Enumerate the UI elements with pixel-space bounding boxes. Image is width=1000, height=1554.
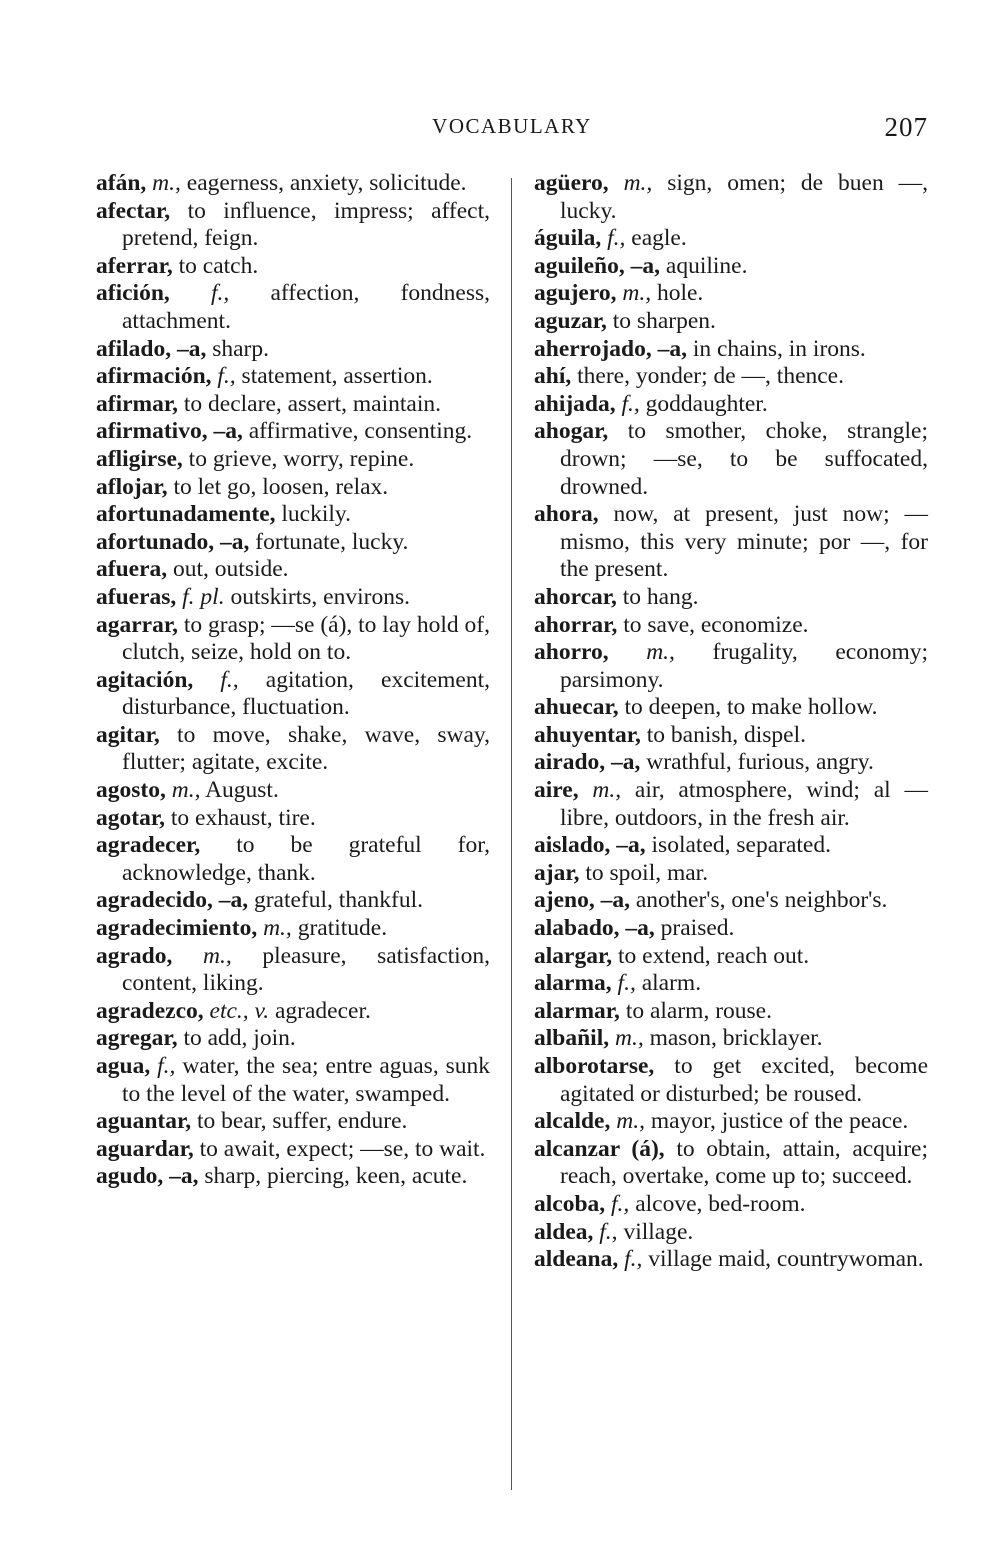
entry-headword: alarma,	[534, 970, 612, 997]
entry-definition: goddaughter.	[645, 390, 768, 417]
dictionary-entry	[534, 970, 928, 998]
entry-definition: praised.	[660, 915, 735, 942]
entry-definition: hole.	[656, 280, 704, 307]
entry-grammar: f.,	[617, 970, 636, 997]
entry-definition: agradecer.	[275, 997, 371, 1024]
dictionary-entry	[534, 915, 928, 943]
entry-headword: alargar,	[534, 942, 613, 969]
entry-definition: to influence, impress; affect, pretend, feign.	[122, 197, 490, 252]
dictionary-entry	[534, 722, 928, 750]
dictionary-entry	[534, 612, 928, 640]
entry-grammar: f.,	[624, 1246, 643, 1273]
entry-definition: in chains, in irons.	[692, 335, 866, 362]
dictionary-entry	[96, 832, 490, 887]
entry-definition: to extend, reach out.	[617, 942, 810, 969]
entry-headword: ahogar,	[534, 418, 609, 445]
dictionary-entry	[534, 1136, 928, 1191]
entry-grammar: m.,	[616, 1108, 645, 1135]
dictionary-entry	[96, 474, 490, 502]
entry-headword: aldeana,	[534, 1246, 619, 1273]
entry-grammar: m.,	[592, 777, 622, 804]
entry-headword: agudo, –a,	[96, 1163, 199, 1190]
entry-grammar: m.,	[623, 170, 653, 196]
entry-grammar: f. pl.	[182, 583, 225, 610]
dictionary-entry	[96, 198, 490, 253]
entry-definition: village.	[623, 1218, 694, 1245]
entry-definition: to await, expect; —se, to wait.	[199, 1135, 486, 1162]
dictionary-entry	[96, 418, 490, 446]
entry-headword: afirmativo, –a,	[96, 418, 243, 445]
dictionary-entry	[534, 391, 928, 419]
dictionary-entry	[96, 805, 490, 833]
entry-definition: to sharpen.	[612, 307, 716, 334]
entry-headword: ahuyentar,	[534, 721, 641, 748]
dictionary-entry	[96, 253, 490, 281]
entry-definition: water, the sea; entre aguas, sunk to the level of the water, swamped.	[122, 1053, 491, 1107]
entry-grammar: f.,	[217, 363, 236, 390]
dictionary-entry	[534, 832, 928, 860]
entry-definition: fortunate, lucky.	[255, 528, 409, 555]
dictionary-entry	[534, 749, 928, 777]
running-title: VOCABULARY	[432, 114, 592, 138]
dictionary-entry	[96, 943, 490, 998]
entry-definition: aquiline.	[665, 252, 748, 279]
entry-grammar: f.,	[611, 1190, 630, 1217]
dictionary-entry	[96, 612, 490, 667]
entry-headword: aguantar,	[96, 1108, 192, 1135]
entry-grammar: f.,	[599, 1218, 618, 1245]
entry-headword: afueras,	[96, 583, 177, 610]
entry-headword: afilado, –a,	[96, 335, 207, 362]
entry-headword: aflojar,	[96, 473, 168, 500]
dictionary-entry	[534, 336, 928, 364]
entry-definition: affirmative, consenting.	[248, 418, 473, 445]
entry-grammar: m.,	[202, 942, 232, 969]
entry-headword: agujero,	[534, 280, 617, 307]
dictionary-entry	[534, 418, 928, 501]
entry-headword: agitar,	[96, 721, 160, 748]
entry-definition: to smother, choke, strangle; drown; —se, to be suffocated, drowned.	[560, 418, 929, 500]
dictionary-entry	[534, 1219, 928, 1247]
entry-headword: afligirse,	[96, 445, 183, 472]
entry-definition: wrathful, furious, angry.	[646, 749, 874, 776]
dictionary-entry	[534, 280, 928, 308]
dictionary-entry	[534, 998, 928, 1026]
entry-headword: alcoba,	[534, 1190, 606, 1217]
entry-definition: there, yonder; de —, thence.	[577, 363, 844, 390]
entry-headword: afuera,	[96, 556, 168, 583]
dictionary-entry	[534, 1108, 928, 1136]
dictionary-entry	[96, 363, 490, 391]
dictionary-entry	[96, 1163, 490, 1191]
entry-headword: afortunado, –a,	[96, 528, 250, 555]
dictionary-entry	[534, 694, 928, 722]
column-divider	[511, 178, 512, 1490]
dictionary-entry	[534, 1191, 928, 1219]
entry-grammar: m.,	[646, 639, 675, 666]
entry-headword: ajeno, –a,	[534, 887, 630, 914]
dictionary-entry	[96, 556, 490, 584]
entry-headword: ahuecar,	[534, 694, 619, 721]
entry-definition: to declare, assert, maintain.	[183, 390, 441, 417]
entry-definition: to spoil, mar.	[585, 859, 709, 886]
entry-headword: aire,	[534, 777, 579, 804]
entry-definition: to hang.	[622, 583, 699, 610]
entry-definition: air, atmosphere, wind; al — libre, outdoors, in the fresh air.	[560, 777, 929, 831]
dictionary-entry	[534, 584, 928, 612]
dictionary-entry	[96, 887, 490, 915]
dictionary-entry	[534, 777, 928, 832]
dictionary-entry	[96, 391, 490, 419]
entry-headword: aguzar,	[534, 307, 607, 334]
entry-headword: agradecer,	[96, 832, 201, 859]
entry-definition: another's, one's neighbor's.	[635, 887, 888, 914]
entry-definition: gratitude.	[297, 915, 388, 942]
entry-grammar: m.,	[614, 1025, 644, 1052]
entry-headword: ahorcar,	[534, 583, 617, 610]
entry-definition: now, at present, just now; — mismo, this very minute; por —, for the present.	[560, 501, 929, 583]
page-number: 207	[884, 112, 928, 142]
dictionary-entry	[534, 363, 928, 391]
entry-definition: to move, shake, wave, sway, flutter; agitate, excite.	[122, 721, 490, 776]
entry-definition: mason, bricklayer.	[649, 1025, 823, 1052]
entry-headword: águila,	[534, 225, 602, 252]
entry-grammar: f.,	[157, 1053, 176, 1079]
entry-headword: afirmar,	[96, 390, 179, 417]
entry-definition: out, outside.	[173, 556, 289, 583]
dictionary-entry	[534, 639, 928, 694]
entry-headword: agarrar,	[96, 611, 179, 638]
dictionary-entry	[96, 777, 490, 805]
entry-definition: to let go, loosen, relax.	[173, 473, 389, 500]
entry-headword: alabado, –a,	[534, 915, 655, 942]
entry-definition: to obtain, attain, acquire; reach, overtake, come up to; succeed.	[560, 1135, 928, 1190]
dictionary-entry	[534, 943, 928, 971]
entry-grammar: f.,	[607, 225, 626, 252]
running-head	[0, 112, 1000, 142]
entry-headword: ahí,	[534, 363, 572, 390]
right-column	[534, 170, 928, 1274]
dictionary-entry	[96, 584, 490, 612]
entry-headword: agregar,	[96, 1025, 178, 1052]
entry-definition: to save, economize.	[623, 611, 809, 638]
entry-definition: to catch.	[178, 252, 259, 279]
entry-headword: agua,	[96, 1053, 151, 1079]
entry-headword: ahorrar,	[534, 611, 618, 638]
entry-definition: grateful, thankful.	[253, 887, 423, 914]
entry-headword: alborotarse,	[534, 1053, 655, 1079]
entry-definition: to bear, suffer, endure.	[197, 1108, 408, 1135]
entry-headword: alcalde,	[534, 1108, 611, 1135]
entry-definition: statement, assertion.	[241, 363, 433, 390]
entry-grammar: m.,	[171, 777, 201, 804]
dictionary-entry	[96, 998, 490, 1026]
entry-headword: afición,	[96, 280, 170, 307]
entry-headword: aguileño, –a,	[534, 252, 661, 279]
entry-definition: to banish, dispel.	[646, 721, 807, 748]
entry-headword: aferrar,	[96, 252, 173, 279]
entry-definition: alcove, bed-room.	[635, 1190, 806, 1217]
entry-headword: airado, –a,	[534, 749, 641, 776]
entry-headword: aldea,	[534, 1218, 594, 1245]
entry-headword: agradecido, –a,	[96, 887, 249, 914]
dictionary-entry	[96, 1136, 490, 1164]
entry-grammar: m.,	[263, 915, 292, 942]
entry-definition: agitation, excitement, disturbance, fluctuation.	[122, 666, 490, 721]
entry-grammar: f.,	[210, 280, 230, 307]
dictionary-entry	[96, 1053, 490, 1108]
entry-definition: isolated, separated.	[651, 832, 831, 859]
entry-headword: alcanzar (á),	[534, 1135, 665, 1162]
dictionary-entry	[96, 446, 490, 474]
entry-definition: sign, omen; de buen —, lucky.	[560, 170, 929, 224]
dictionary-entry	[96, 1108, 490, 1136]
entry-headword: afán,	[96, 170, 147, 196]
entry-definition: to grieve, worry, repine.	[188, 445, 415, 472]
entry-headword: afortunadamente,	[96, 501, 276, 528]
entry-definition: sharp.	[212, 335, 269, 362]
entry-definition: alarm.	[641, 970, 702, 997]
entry-definition: to grasp; —se (á), to lay hold of, clutch, seize, hold on to.	[122, 611, 491, 666]
entry-headword: aherrojado, –a,	[534, 335, 687, 362]
dictionary-entry	[96, 915, 490, 943]
entry-grammar: m.,	[152, 170, 181, 196]
entry-headword: agradezco,	[96, 997, 204, 1024]
entry-headword: agradecimiento,	[96, 915, 258, 942]
entry-headword: alarmar,	[534, 997, 620, 1024]
dictionary-entry	[534, 860, 928, 888]
entry-definition: eagle.	[631, 225, 687, 252]
entry-definition: eagerness, anxiety, solicitude.	[186, 170, 467, 196]
entry-headword: agrado,	[96, 942, 173, 969]
entry-headword: aguardar,	[96, 1135, 194, 1162]
dictionary-entry	[534, 501, 928, 584]
entry-definition: outskirts, environs.	[230, 583, 410, 610]
entry-definition: frugality, economy; parsimony.	[560, 639, 928, 693]
entry-definition: pleasure, satisfaction, content, liking.	[122, 942, 490, 997]
entry-definition: to get excited, become agitated or disturbed; be roused.	[560, 1053, 928, 1107]
entry-headword: agosto,	[96, 777, 166, 804]
entry-definition: August.	[205, 777, 279, 804]
dictionary-entry	[534, 1025, 928, 1053]
dictionary-entry	[96, 501, 490, 529]
dictionary-entry	[96, 280, 490, 335]
entry-headword: ajar,	[534, 859, 580, 886]
entry-definition: to exhaust, tire.	[170, 804, 316, 831]
entry-headword: ahorro,	[534, 639, 609, 666]
entry-definition: sharp, piercing, keen, acute.	[204, 1163, 468, 1190]
entry-headword: afectar,	[96, 197, 171, 224]
entry-headword: ahijada,	[534, 390, 616, 417]
left-column	[96, 170, 490, 1191]
entry-definition: to be grateful for, acknowledge, thank.	[122, 832, 490, 886]
dictionary-entry	[534, 887, 928, 915]
dictionary-entry	[534, 170, 928, 225]
entry-definition: affection, fondness, attachment.	[122, 280, 491, 334]
entry-grammar: f.,	[220, 666, 239, 693]
entry-headword: agitación,	[96, 666, 194, 693]
entry-grammar: f.,	[621, 390, 640, 417]
dictionary-entry	[96, 529, 490, 557]
dictionary-entry	[534, 225, 928, 253]
dictionary-entry	[534, 1053, 928, 1108]
entry-definition: luckily.	[281, 501, 351, 528]
entry-grammar: m.,	[622, 280, 652, 307]
entry-headword: ahora,	[534, 501, 599, 528]
dictionary-entry	[96, 667, 490, 722]
entry-definition: to add, join.	[183, 1025, 296, 1052]
entry-headword: afirmación,	[96, 363, 212, 390]
dictionary-entry	[96, 170, 490, 198]
entry-definition: mayor, justice of the peace.	[650, 1108, 909, 1135]
dictionary-entry	[96, 722, 490, 777]
entry-definition: village maid, countrywoman.	[648, 1246, 924, 1273]
dictionary-entry	[534, 308, 928, 336]
entry-definition: to alarm, rouse.	[625, 997, 772, 1024]
entry-headword: aislado, –a,	[534, 832, 646, 859]
entry-headword: agüero,	[534, 170, 609, 196]
dictionary-entry	[534, 253, 928, 281]
entry-definition: to deepen, to make hollow.	[624, 694, 878, 721]
entry-headword: agotar,	[96, 804, 165, 831]
entry-headword: albañil,	[534, 1025, 610, 1052]
dictionary-entry	[534, 1246, 928, 1274]
entry-grammar: etc., v.	[209, 997, 270, 1024]
dictionary-entry	[96, 1025, 490, 1053]
dictionary-entry	[96, 336, 490, 364]
